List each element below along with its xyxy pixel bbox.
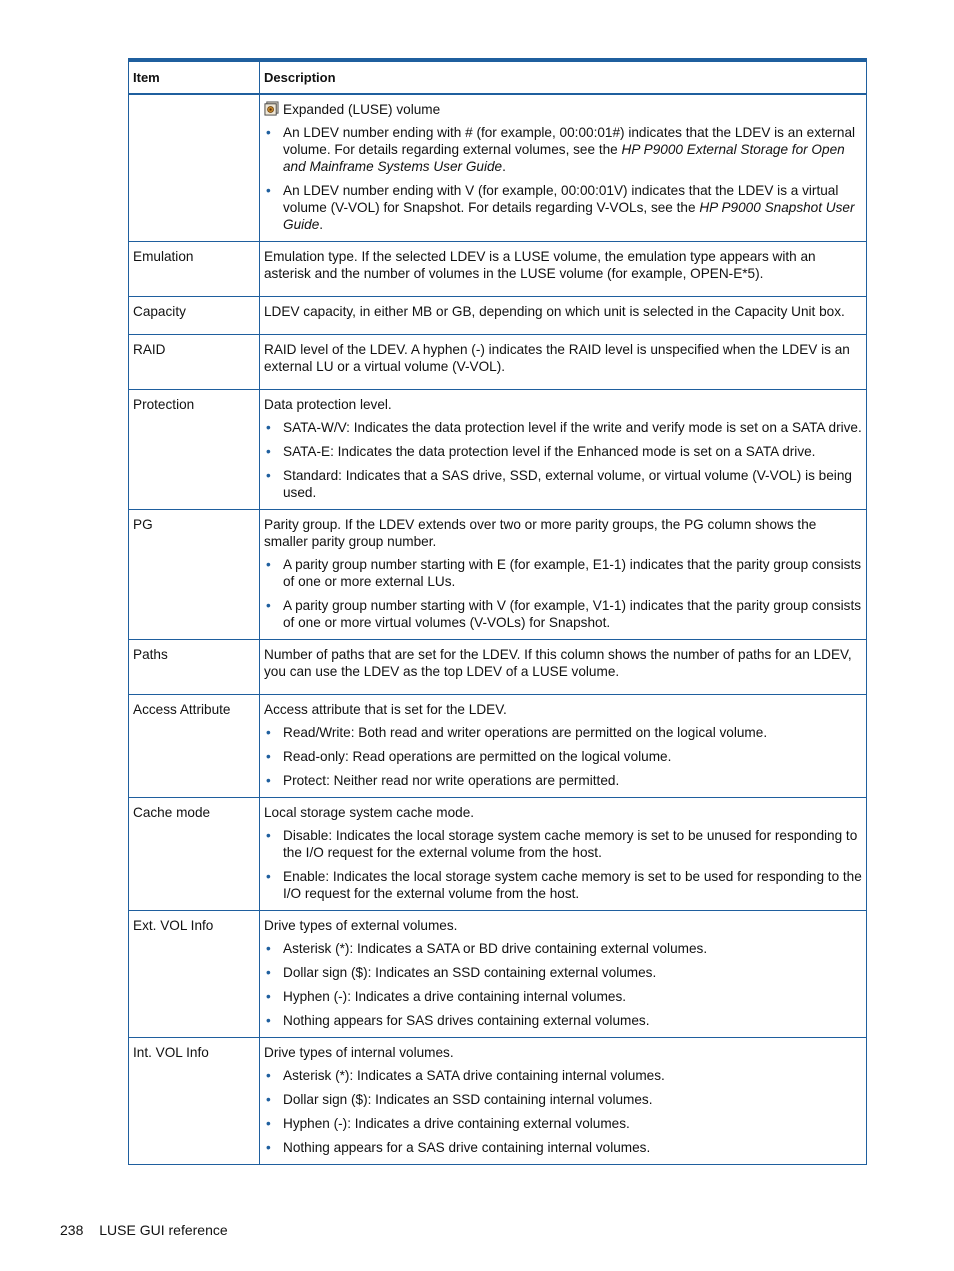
list-item-text: Enable: Indicates the local storage system cache memory is set to be used for responding to the I/O request for the external volume from the host.	[283, 869, 862, 901]
description-cell	[260, 335, 867, 390]
list-item-text: An LDEV number ending with # (for example, 00:00:01#) indicates that the LDEV is an external volume. For details regarding external volumes, see the	[283, 125, 856, 157]
lead-text: Expanded (LUSE) volume	[283, 102, 441, 117]
header-description: Description	[260, 60, 867, 94]
list-item-text: .	[319, 217, 324, 232]
description-text: LDEV capacity, in either MB or GB, depending on which unit is selected in the Capacity Unit box.	[264, 304, 845, 319]
description-text: Number of paths that are set for the LDEV. If this column shows the number of paths for an LDEV, you can use the LDEV as the top LDEV of a LUSE volume.	[264, 647, 852, 679]
list-item-text: Dollar sign ($): Indicates an SSD containing external volumes.	[283, 965, 657, 980]
table-row	[129, 297, 867, 335]
list-item-text: Standard: Indicates that a SAS drive, SSD, external volume, or virtual volume (V-VOL) is being used.	[283, 468, 852, 500]
description-cell	[260, 390, 867, 510]
description-text: Local storage system cache mode.	[264, 805, 475, 820]
bullet-list	[264, 940, 862, 1029]
table-row	[129, 390, 867, 510]
description-cell	[260, 297, 867, 335]
description-cell	[260, 911, 867, 1038]
item-cell: RAID	[129, 335, 260, 390]
bullet-list	[264, 1067, 862, 1156]
list-item	[264, 988, 862, 1005]
list-item-text: Protect: Neither read nor write operations are permitted.	[283, 773, 620, 788]
bullet-list	[264, 124, 862, 233]
item-cell: Emulation	[129, 242, 260, 297]
list-item	[264, 1067, 862, 1084]
list-item-text: A parity group number starting with E (for example, E1-1) indicates that the parity group consists of one or more external LUs.	[283, 557, 862, 589]
description-lead	[264, 101, 862, 118]
table-row	[129, 911, 867, 1038]
table-body	[129, 94, 867, 1165]
item-cell: Capacity	[129, 297, 260, 335]
item-cell: Int. VOL Info	[129, 1038, 260, 1165]
reference-table	[128, 58, 867, 1165]
list-item	[264, 182, 862, 233]
list-item	[264, 868, 862, 902]
item-cell	[129, 94, 260, 242]
item-cell: Paths	[129, 640, 260, 695]
section-title: LUSE GUI reference	[99, 1222, 228, 1238]
table-row	[129, 798, 867, 911]
page-footer	[60, 1222, 228, 1238]
description-cell	[260, 695, 867, 798]
list-item	[264, 724, 862, 741]
description-text: Data protection level.	[264, 397, 392, 412]
item-cell: PG	[129, 510, 260, 640]
table-row	[129, 695, 867, 798]
list-item-text: Nothing appears for a SAS drive containing internal volumes.	[283, 1140, 651, 1155]
list-item	[264, 772, 862, 789]
description-cell	[260, 510, 867, 640]
luse-volume-icon	[264, 101, 279, 116]
table-row	[129, 1038, 867, 1165]
table-row	[129, 510, 867, 640]
table-header-row	[129, 60, 867, 94]
bullet-list	[264, 556, 862, 631]
list-item-text: Dollar sign ($): Indicates an SSD containing internal volumes.	[283, 1092, 653, 1107]
bullet-list	[264, 724, 862, 789]
description-cell	[260, 640, 867, 695]
list-item-text: Hyphen (-): Indicates a drive containing internal volumes.	[283, 989, 627, 1004]
table-row	[129, 335, 867, 390]
header-item: Item	[129, 60, 260, 94]
table-row	[129, 640, 867, 695]
description-cell	[260, 94, 867, 242]
list-item-text: Disable: Indicates the local storage system cache memory is set to be unused for responding to the I/O request for the external volume from the host.	[283, 828, 858, 860]
list-item-text: Hyphen (-): Indicates a drive containing external volumes.	[283, 1116, 630, 1131]
item-cell: Protection	[129, 390, 260, 510]
list-item	[264, 1115, 862, 1132]
list-item	[264, 556, 862, 590]
item-cell: Access Attribute	[129, 695, 260, 798]
list-item	[264, 124, 862, 175]
description-text: Drive types of external volumes.	[264, 918, 458, 933]
description-cell	[260, 1038, 867, 1165]
doc-reference: HP P9000 External Storage for Open and Mainframe Systems User Guide	[283, 142, 845, 174]
page-number: 238	[60, 1222, 84, 1238]
list-item-text: A parity group number starting with V (for example, V1-1) indicates that the parity group consists of one or more virtual volumes (V-VOLs) for Snapshot.	[283, 598, 862, 630]
list-item	[264, 964, 862, 981]
description-cell	[260, 798, 867, 911]
doc-reference: HP P9000 Snapshot User Guide	[283, 200, 855, 232]
list-item	[264, 1012, 862, 1029]
list-item	[264, 443, 862, 460]
list-item	[264, 1091, 862, 1108]
list-item-text: Nothing appears for SAS drives containing external volumes.	[283, 1013, 650, 1028]
item-cell: Cache mode	[129, 798, 260, 911]
list-item-text: An LDEV number ending with V (for example, 00:00:01V) indicates that the LDEV is a virtual volume (V-VOL) for Snapshot. For details regarding V-VOLs, see the	[283, 183, 839, 215]
list-item	[264, 597, 862, 631]
list-item	[264, 940, 862, 957]
list-item	[264, 419, 862, 436]
description-text: Access attribute that is set for the LDEV.	[264, 702, 507, 717]
item-cell: Ext. VOL Info	[129, 911, 260, 1038]
list-item	[264, 1139, 862, 1156]
bullet-list	[264, 419, 862, 501]
list-item-text: SATA-W/V: Indicates the data protection level if the write and verify mode is set on a SATA drive.	[283, 420, 862, 435]
description-text: Parity group. If the LDEV extends over two or more parity groups, the PG column shows the smaller parity group number.	[264, 517, 817, 549]
description-text: Emulation type. If the selected LDEV is a LUSE volume, the emulation type appears with an asterisk and the number of volumes in the LUSE volume (for example, OPEN-E*5).	[264, 249, 816, 281]
table-row	[129, 94, 867, 242]
list-item	[264, 748, 862, 765]
table-row	[129, 242, 867, 297]
list-item	[264, 467, 862, 501]
list-item-text: .	[502, 159, 506, 174]
description-cell	[260, 242, 867, 297]
description-text: Drive types of internal volumes.	[264, 1045, 454, 1060]
list-item-text: Asterisk (*): Indicates a SATA drive containing internal volumes.	[283, 1068, 665, 1083]
bullet-list	[264, 827, 862, 902]
list-item-text: Asterisk (*): Indicates a SATA or BD drive containing external volumes.	[283, 941, 708, 956]
list-item-text: Read-only: Read operations are permitted on the logical volume.	[283, 749, 672, 764]
list-item	[264, 827, 862, 861]
list-item-text: Read/Write: Both read and writer operations are permitted on the logical volume.	[283, 725, 768, 740]
description-text: RAID level of the LDEV. A hyphen (-) indicates the RAID level is unspecified when the LDEV is an external LU or a virtual volume (V-VOL).	[264, 342, 850, 374]
list-item-text: SATA-E: Indicates the data protection level if the Enhanced mode is set on a SATA drive.	[283, 444, 816, 459]
